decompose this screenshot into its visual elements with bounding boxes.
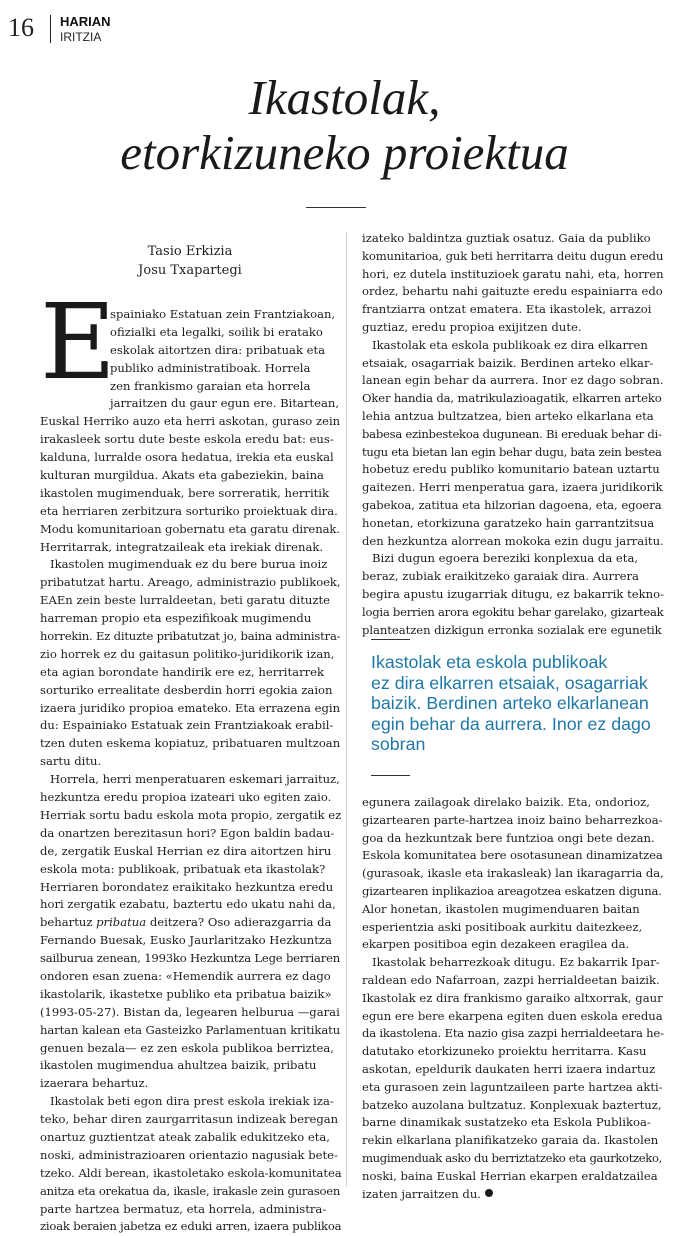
text-line xyxy=(362,812,664,830)
text-line-content: Ikastolak ez dira frankismo garaiko altxorrak, gaur xyxy=(362,990,663,1005)
text-line xyxy=(362,568,664,586)
text-line-content: beraz, zubiak eraikitzeko garaiak dira. Aurrera xyxy=(362,569,639,584)
headline xyxy=(0,70,689,180)
right-column-bottom xyxy=(362,794,664,1203)
text-line-content: batzeko auzolana bultzatuz. Konplexuak baztertuz, xyxy=(362,1097,662,1112)
text-line-content: Euskal Herriko auzo eta herri askotan, guraso zein xyxy=(40,414,341,429)
text-line-content: Ikastolak beti egon dira prest eskola irekiak iza- xyxy=(50,1094,334,1109)
text-line-content: kulturan murgildua. Akats eta gabeziekin, baina xyxy=(40,468,324,483)
text-line-content: honetan, etorkizuna garatzeko hain garrantzitsua xyxy=(362,515,655,530)
text-line-content: eskola mota: publikoak, pribatuak eta ikastolak? xyxy=(40,861,326,876)
text-line-content: ordez, behartu nahi gaituzte eredu espainiarra edo xyxy=(362,284,663,299)
text-line xyxy=(362,954,664,972)
headline-rule xyxy=(306,207,366,208)
text-line xyxy=(362,1114,664,1132)
text-line xyxy=(40,1111,342,1129)
text-line-content: Herriaren borondatez eraikitako hezkuntza eredu xyxy=(40,879,334,894)
text-line xyxy=(362,883,664,901)
text-line xyxy=(362,1168,664,1186)
byline xyxy=(40,242,340,280)
text-line xyxy=(362,283,664,301)
text-line-content: Bizi dugun egoera bereziki konplexua da eta, xyxy=(372,551,639,566)
text-line xyxy=(362,972,664,990)
text-line-content: eta gurasoen zein laguntzaileen parte hartzea akti- xyxy=(362,1079,663,1094)
text-line-content: Eskola komunitatea bere osotasunean dinamizatzea xyxy=(362,848,663,863)
text-line-content: gaitezen. Herri menperatua gara, izaera juridikorik xyxy=(362,480,663,495)
text-line xyxy=(40,932,342,950)
text-line xyxy=(40,378,342,396)
text-line-content: Ikastolak eta eskola publikoak ez dira elkarren xyxy=(372,337,648,352)
pullquote-line: baizik. Berdinen arteko elkarlanean xyxy=(371,693,649,713)
text-line-content: hobetuz eredu publiko komunitario batean uztartu xyxy=(362,462,660,477)
pullquote-line: egin behar da aurrera. Inor ez dago xyxy=(371,713,651,734)
text-line-content: eta herriaren zerbitzura sorturiko proiektuak dira. xyxy=(40,503,338,518)
text-line xyxy=(40,753,342,771)
text-line-content: zioak beraien jabetza ez eduki arren, izaera publikoa xyxy=(40,1219,342,1234)
text-line-content: askotan, epeldurik daukaten herri izaera indartuz xyxy=(362,1061,656,1076)
text-line-content: Horrela, herri menperatuaren eskemari jarraituz, xyxy=(50,772,340,787)
text-line xyxy=(40,1040,342,1058)
text-line-content: logia berrien arora egokitu behar garelako, gizarteak xyxy=(362,604,664,619)
text-line-content: Herritarrak, integratzaileak eta irekiak direnak. xyxy=(40,539,324,554)
text-line-content: (1993-05-27). Bistan da, legearen helburua —garai xyxy=(40,1004,340,1019)
text-line xyxy=(362,230,664,248)
column-divider xyxy=(346,232,347,1187)
text-line xyxy=(362,1043,664,1061)
text-line-content: irakasleek sortu dute beste eskola eredu bat: eus- xyxy=(40,432,334,447)
text-line xyxy=(362,919,664,937)
author-name: Josu Txapartegi xyxy=(138,263,242,278)
text-line xyxy=(362,901,664,919)
text-line xyxy=(40,539,342,557)
right-column-top xyxy=(362,230,664,639)
text-line-content: egun ere bere ekarpena egiten duen eskola eredua xyxy=(362,1008,663,1023)
text-line xyxy=(40,700,342,718)
text-line xyxy=(40,324,342,342)
text-line xyxy=(40,342,342,360)
text-line-content: izaera juridiko propioa emateko. Eta errazena egin xyxy=(40,700,341,715)
text-line xyxy=(362,355,664,373)
text-line-content: (gurasoak, ikasle eta irakasleak) lan ikaragarria da, xyxy=(362,866,664,881)
text-line xyxy=(40,1022,342,1040)
text-line-content: Ikastolen mugimenduak ez du bere burua inoiz xyxy=(50,557,328,572)
left-column xyxy=(40,306,342,1236)
text-line-content: barne dinamikak sustatzeko eta Eskola Publikoa- xyxy=(362,1115,651,1130)
text-line-content: sartu ditu. xyxy=(40,754,102,769)
text-line xyxy=(40,968,342,986)
text-line xyxy=(40,413,342,431)
text-line xyxy=(40,574,342,592)
text-line-content: rekin elkarlana planifikatzeko garaia da. Ikastolen xyxy=(362,1133,659,1148)
text-line-content: hori zergatik ezabatu, baztertu edo ukatu nahi da, xyxy=(40,897,336,912)
text-line-content: Modu komunitarioan gobernatu eta garatu direnak. xyxy=(40,521,340,536)
text-line-content: lanean egin behar da aurrera. Inor ez dago sobran. xyxy=(362,373,664,388)
pullquote-rule-top xyxy=(371,639,410,640)
text-line-content: guztiaz, eredu propioa exijitzen dute. xyxy=(362,319,582,334)
pullquote-line: ez dira elkarren etsaiak, osagarriak xyxy=(371,672,648,693)
text-line-content: kalduna, lurralde osora hedatua, irekia eta euskal xyxy=(40,450,334,465)
text-line xyxy=(40,360,342,378)
text-line-content: datutako etorkizuneko proiektu herritarra. Kasu xyxy=(362,1044,647,1059)
text-line xyxy=(362,1097,664,1115)
text-line xyxy=(40,861,342,879)
header-divider xyxy=(50,15,51,43)
text-line-content: ondoren esan zuena: «Hemendik aurrera ez dago xyxy=(40,968,331,983)
text-line-content: gabekoa, zatitua eta hilzorian dagoena, eta, egoera xyxy=(362,497,662,512)
text-line xyxy=(40,1201,342,1219)
text-line xyxy=(40,717,342,735)
text-line-content: noski, baina Euskal Herrian ekarpen eraldatzailea xyxy=(362,1168,658,1183)
text-line-content: EAEn zein beste lurraldeetan, beti garatu dituzte xyxy=(40,593,330,608)
text-line-content: du: Espainiako Estatuak zein Frantziakoak erabil- xyxy=(40,718,334,733)
text-line-content: zen frankismo garaian eta horrela xyxy=(110,378,311,393)
text-line-content: pribatutzat hartu. Areago, administrazio publikoek, xyxy=(40,575,341,590)
text-line-content: onartuz guztientzat ateak zabalik edukitzeko eta, xyxy=(40,1129,330,1144)
text-line xyxy=(40,1004,342,1022)
text-line xyxy=(40,896,342,914)
text-line xyxy=(362,337,664,355)
text-line-content: genuen bezala— ez zen eskola publikoa berriztea, xyxy=(40,1040,334,1055)
text-line-content: begira apustu izugarriak ditugu, ez bakarrik tekno- xyxy=(362,586,664,601)
text-line xyxy=(362,990,664,1008)
text-line-content: jarraitzen du gaur egun ere. Bitartean, xyxy=(110,396,340,411)
text-line xyxy=(40,1147,342,1165)
text-line xyxy=(40,628,342,646)
text-line-content: gizartearen parte-hartzea inoiz baino beharrezkoa- xyxy=(362,812,663,827)
text-line-content: publiko administratiboak. Horrela xyxy=(110,360,311,375)
text-line xyxy=(362,1132,664,1150)
text-line-content: eskolak aitortzen dira: pribatuak eta xyxy=(110,342,326,357)
text-line-content: tzeko. Aldi berean, ikastoletako eskola-komunitatea xyxy=(40,1165,342,1180)
text-line xyxy=(40,914,342,932)
text-line xyxy=(362,390,664,408)
pullquote-line: Ikastolak eta eskola publikoak xyxy=(371,652,608,672)
pullquote-line: sobran xyxy=(371,734,426,754)
text-line-content: tzen duten eskema kopiatuz, pribatuaren multzoan xyxy=(40,736,341,751)
text-line xyxy=(40,1057,342,1075)
text-line-content: Alor honetan, ikastolen mugimenduaren baitan xyxy=(362,901,640,916)
text-line-content: da onartzen berezitasun hori? Egon baldin badau- xyxy=(40,825,335,840)
text-line xyxy=(40,556,342,574)
text-line xyxy=(40,950,342,968)
text-line-content: egunera zailagoak direlako baizik. Eta, ondorioz, xyxy=(362,795,650,809)
text-line-content: hori, ez dutela instituzioek garatu nahi, eta, horren xyxy=(362,266,664,281)
text-line xyxy=(362,497,664,515)
text-line-content: izateko baldintza guztiak osatuz. Gaia da publiko xyxy=(362,231,651,245)
author-name: Tasio Erkizia xyxy=(147,244,233,259)
text-line-content: da ikastolena. Eta nazio gisa zazpi herrialdeetara he- xyxy=(362,1026,664,1041)
text-line xyxy=(362,301,664,319)
text-line xyxy=(362,372,664,390)
text-line-content: ikastolen mugimendua ahultzea baizik, pribatu xyxy=(40,1058,317,1073)
headline-line: etorkizuneko proiektua xyxy=(120,125,569,180)
text-line-content: teko, behar diren zaurgarritasun indizeak beregan xyxy=(40,1112,339,1127)
headline-line: Ikastolak, xyxy=(248,70,441,125)
text-line xyxy=(40,825,342,843)
text-line xyxy=(362,550,664,568)
text-line-content: den hezkuntza alorrean mokoka ezin dugu jarraitu. xyxy=(362,533,664,548)
text-line-content: izaerara behartuz. xyxy=(40,1076,149,1091)
text-line-content: gizartearen inplikazioa areagotzea eskatzen diguna. xyxy=(362,883,662,898)
text-line xyxy=(362,248,664,266)
text-line xyxy=(40,503,342,521)
text-line-content: parte hartzea bermatuz, eta horrela, administra- xyxy=(40,1201,327,1216)
text-line-content: esperientzia aski positiboak aurkitu daitezkeez, xyxy=(362,919,643,934)
text-line xyxy=(40,1218,342,1236)
text-line-content: behartuz pribatua deitzera? Oso adierazgarria da xyxy=(40,915,332,930)
text-line-content: komunitarioa, guk beti herritarra deitu dugun eredu xyxy=(362,248,664,263)
article-end-mark xyxy=(485,1189,493,1197)
text-line xyxy=(362,847,664,865)
section-subtitle: IRITZIA xyxy=(60,30,102,44)
text-line-content: raldean edo Nafarroan, zazpi herrialdeetan baizik. xyxy=(362,972,660,987)
text-line-content: planteatzen dizkigun erronka sozialak ere egunetik xyxy=(362,622,662,637)
pullquote-rule-bottom xyxy=(371,775,410,776)
text-line-content: sorturiko errealitate desberdin horri egokia zaion xyxy=(40,682,333,697)
text-line-content: Herriak sortu badu eskola mota propio, zergatik ez xyxy=(40,807,342,822)
text-line xyxy=(40,735,342,753)
text-line xyxy=(40,1129,342,1147)
text-line-content: anitza eta orekatua da, ikasle, irakasle zein gurasoen xyxy=(40,1183,341,1198)
text-line xyxy=(362,319,664,337)
text-line xyxy=(40,467,342,485)
text-line xyxy=(362,865,664,883)
text-line xyxy=(40,1183,342,1201)
text-line xyxy=(40,592,342,610)
text-line-content: hezkuntza eredu propioa izateari uko egiten zaio. xyxy=(40,790,332,805)
text-line-content: harreman propio eta espezifikoak mugimendu xyxy=(40,611,312,626)
text-line xyxy=(362,479,664,497)
text-line-content: horrekin. Ez dituzte pribatutzat jo, baina administra- xyxy=(40,629,341,644)
text-line xyxy=(40,1093,342,1111)
text-line-content: etsaiak, osagarriak baizik. Berdinen arteko elkar- xyxy=(362,355,654,370)
text-line xyxy=(362,1150,664,1168)
text-line xyxy=(362,444,664,462)
text-line xyxy=(362,266,664,284)
text-line-content: ikastolen mugimenduak, bere sorreratik, herritik xyxy=(40,485,330,500)
text-line-content: Oker handia da, matrikulazioagatik, elkarren arteko xyxy=(362,391,662,406)
text-line xyxy=(362,830,664,848)
text-line xyxy=(362,604,664,622)
text-line xyxy=(40,843,342,861)
pullquote xyxy=(371,652,671,755)
text-line xyxy=(362,622,664,640)
section-name: HARIAN xyxy=(60,14,111,29)
text-line-content: ikastolarik, ikastetxe publiko eta pribatua baizik» xyxy=(40,986,332,1001)
text-line-content: mugimenduak asko du berriztatzeko eta gaurkotzeko, xyxy=(362,1150,662,1165)
text-line xyxy=(362,794,664,812)
text-line-content: Ikastolak beharrezkoak ditugu. Ez bakarrik Ipar- xyxy=(372,955,660,970)
text-line xyxy=(40,610,342,628)
text-line xyxy=(40,521,342,539)
text-line xyxy=(362,586,664,604)
text-line xyxy=(362,426,664,444)
text-line-content: ofizialki eta legalki, soilik bi eratako xyxy=(110,324,323,339)
text-line xyxy=(40,771,342,789)
text-line-content: hartan kalean eta Gasteizko Parlamentuan kritikatu xyxy=(40,1022,341,1037)
text-line xyxy=(40,664,342,682)
drop-cap: E xyxy=(40,281,116,403)
page-number: 16 xyxy=(8,13,34,42)
text-line xyxy=(362,1025,664,1043)
text-line xyxy=(40,682,342,700)
page-header xyxy=(0,0,689,50)
emphasis: pribatua xyxy=(96,915,147,930)
text-line-content: de, zergatik Euskal Herrian ez dira aitortzen hiru xyxy=(40,843,332,858)
text-line-content: ekarpen positiboa egin dezakeen eragilea da. xyxy=(362,937,630,952)
text-line xyxy=(362,1186,664,1204)
text-line xyxy=(362,1061,664,1079)
text-line-content: noski, administrazioaren orientazio nagusiak bete- xyxy=(40,1147,338,1162)
text-line xyxy=(40,646,342,664)
text-line-content: izaten jarraitzen du. xyxy=(362,1186,481,1201)
text-line xyxy=(40,431,342,449)
text-line xyxy=(40,306,342,324)
text-line xyxy=(40,807,342,825)
text-line-content: eta agian borondate handirik ere ez, herritarrek xyxy=(40,664,325,679)
text-line xyxy=(40,879,342,897)
text-line xyxy=(362,533,664,551)
text-line xyxy=(40,449,342,467)
text-line xyxy=(362,1008,664,1026)
text-line xyxy=(362,408,664,426)
text-line-content: lehia antzua bultzatzea, bien arteko elkarlana eta xyxy=(362,408,654,423)
text-line xyxy=(362,461,664,479)
text-line xyxy=(362,515,664,533)
text-line-content: tugu eta bietan lan egin behar dugu, bata zein bestea xyxy=(362,444,662,459)
text-line-content: goa da hezkuntzak bere funtzioa ongi bete dezan. xyxy=(362,830,655,845)
text-line xyxy=(40,1165,342,1183)
text-line-content: frantziarra ontzat ematera. Eta ikastolek, arrazoi xyxy=(362,302,652,317)
text-line-content: sailburua zenean, 1993ko Hezkuntza Lege berriaren xyxy=(40,951,341,966)
text-line xyxy=(40,986,342,1004)
text-line xyxy=(40,1075,342,1093)
text-line xyxy=(40,789,342,807)
text-line xyxy=(40,485,342,503)
text-line xyxy=(362,1079,664,1097)
text-line-content: spainiako Estatuan zein Frantziakoan, xyxy=(110,307,336,321)
text-line xyxy=(40,395,342,413)
text-line-content: zio horrek ez du gaitasun politiko-juridikorik izan, xyxy=(40,646,335,661)
text-line-content: babesa ezinbestekoa dugunean. Bi ereduak behar di- xyxy=(362,426,662,441)
text-line-content: Fernando Buesak, Eusko Jaurlaritzako Hezkuntza xyxy=(40,933,332,948)
text-line xyxy=(362,936,664,954)
